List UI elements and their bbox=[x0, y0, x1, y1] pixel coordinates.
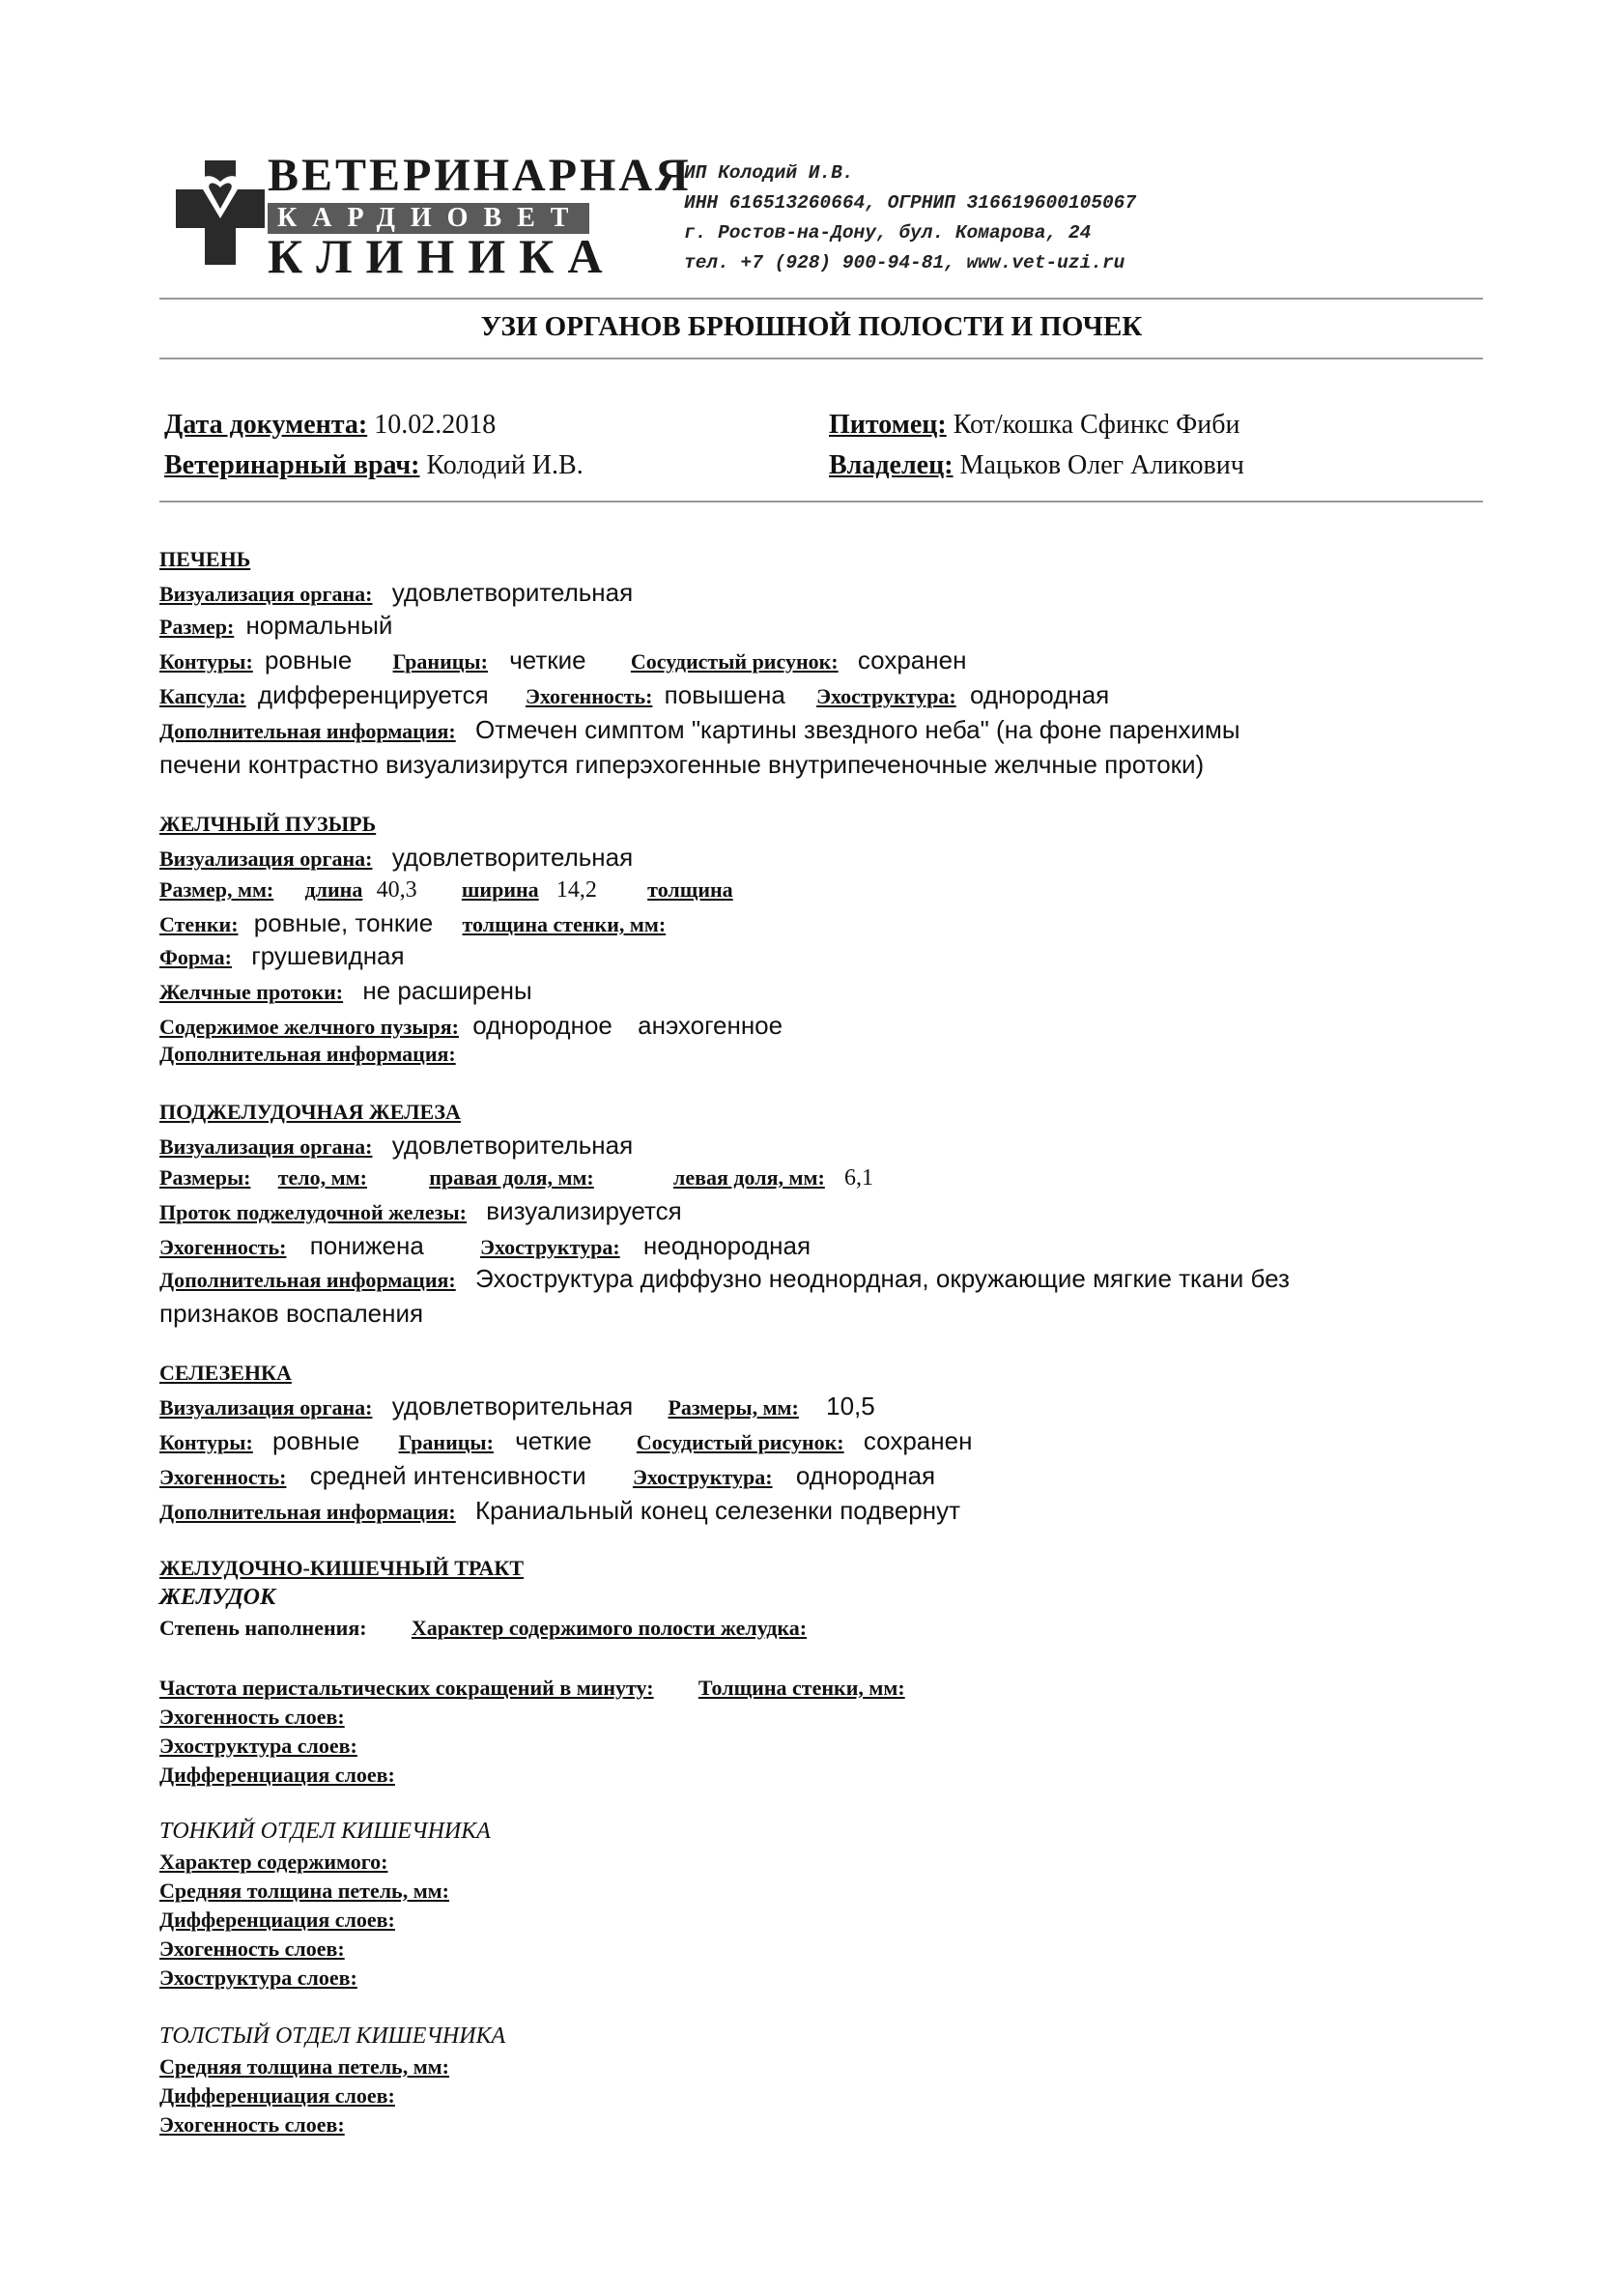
logo-word-top: ВЕТЕРИНАРНАЯ bbox=[268, 150, 692, 201]
field-label: толщина стенки, мм: bbox=[462, 912, 667, 936]
field-label: толщина bbox=[647, 877, 733, 902]
small-struct-row bbox=[159, 1962, 357, 1995]
field-value: анэхогенное bbox=[638, 1011, 783, 1040]
field-label: Размеры, мм: bbox=[668, 1395, 799, 1420]
liver-vis-row bbox=[159, 576, 633, 611]
field-label: Дополнительная информация: bbox=[159, 1042, 456, 1066]
pancreas-additional-row bbox=[159, 1262, 1290, 1297]
field-value: грушевидная bbox=[251, 941, 405, 970]
gb-shape-row bbox=[159, 939, 405, 974]
spleen-vis-row bbox=[159, 1390, 875, 1424]
divider bbox=[159, 501, 1483, 502]
section-heading-gi: ЖЕЛУДОЧНО-КИШЕЧНЫЙ ТРАКТ bbox=[159, 1556, 525, 1580]
owner-row bbox=[829, 450, 1244, 481]
clinic-logo bbox=[176, 150, 692, 283]
org-line: ИП Колодий И.В. bbox=[684, 162, 854, 184]
liver-capsule-row bbox=[159, 678, 1109, 713]
field-label: Размер: bbox=[159, 615, 235, 639]
field-value: понижена bbox=[309, 1231, 424, 1260]
field-value: визуализируется bbox=[486, 1196, 682, 1225]
field-label: Дифференциация слоев: bbox=[159, 2083, 395, 2108]
field-label: Эхоструктура: bbox=[816, 684, 956, 708]
org-line: тел. +7 (928) 900-94-81, www.vet-uzi.ru bbox=[684, 252, 1125, 273]
liver-heading-row bbox=[159, 543, 250, 576]
field-label: Визуализация органа: bbox=[159, 1395, 373, 1420]
field-label: Эхогенность: bbox=[159, 1465, 287, 1489]
field-value: четкие bbox=[515, 1426, 592, 1455]
small-echo-row bbox=[159, 1933, 345, 1966]
section-heading-spleen: СЕЛЕЗЕНКА bbox=[159, 1361, 292, 1385]
field-label: Степень наполнения: bbox=[159, 1616, 367, 1640]
stomach-fill-row bbox=[159, 1612, 807, 1645]
field-label: Эхоструктура слоев: bbox=[159, 1966, 357, 1990]
field-value: Краниальный конец селезенки подвернут bbox=[474, 1496, 961, 1525]
field-label: Средняя толщина петель, мм: bbox=[159, 2054, 449, 2079]
field-value: повышена bbox=[664, 680, 785, 709]
pet-row bbox=[829, 410, 1239, 441]
field-value: нормальный bbox=[245, 611, 393, 640]
small-loops-row bbox=[159, 1875, 449, 1908]
field-value: дифференцируется bbox=[257, 680, 489, 709]
field-label: Эхоструктура слоев: bbox=[159, 1734, 357, 1758]
subsection-heading-stomach: ЖЕЛУДОК bbox=[159, 1585, 276, 1610]
field-value: однородное bbox=[472, 1011, 612, 1040]
stomach-diff-row bbox=[159, 1759, 395, 1792]
doctor-label: Ветеринарный врач: bbox=[164, 450, 420, 480]
field-label: Контуры: bbox=[159, 1430, 253, 1454]
field-label: Визуализация органа: bbox=[159, 1134, 373, 1159]
pancreas-vis-row bbox=[159, 1129, 633, 1163]
spleen-echo-row bbox=[159, 1459, 935, 1494]
field-value: 6,1 bbox=[844, 1165, 874, 1191]
field-value: удовлетворительная bbox=[391, 1131, 634, 1160]
pancreas-heading-row bbox=[159, 1096, 461, 1129]
field-label: Дополнительная информация: bbox=[159, 1268, 456, 1292]
pet-label: Питомец: bbox=[829, 410, 947, 440]
field-label: Характер содержимого: bbox=[159, 1850, 388, 1874]
field-label: Частота перистальтических сокращений в минуту: bbox=[159, 1676, 654, 1700]
field-value: Эхоструктура диффузно неоднордная, окружающие мягкие ткани без bbox=[474, 1264, 1290, 1293]
section-heading-liver: ПЕЧЕНЬ bbox=[159, 547, 251, 571]
large-diff-row bbox=[159, 2080, 395, 2112]
gb-ducts-row bbox=[159, 974, 532, 1009]
field-label: Размеры: bbox=[159, 1165, 251, 1190]
field-label: Границы: bbox=[398, 1430, 494, 1454]
field-value: 14,2 bbox=[555, 877, 597, 903]
field-label: Дополнительная информация: bbox=[159, 719, 456, 743]
field-value: 40,3 bbox=[376, 877, 417, 903]
pancreas-echo-row bbox=[159, 1229, 811, 1264]
logo-word-middle: КАРДИОВЕТ bbox=[268, 203, 589, 234]
gb-size-row bbox=[159, 874, 733, 906]
subsection-heading-small-intestine: ТОНКИЙ ОТДЕЛ КИШЕЧНИКА bbox=[159, 1819, 491, 1844]
field-label: левая доля, мм: bbox=[673, 1165, 825, 1190]
stomach-peristalsis-row bbox=[159, 1672, 905, 1705]
gi-heading-row bbox=[159, 1552, 524, 1585]
large-intestine-heading-row bbox=[159, 2020, 505, 2052]
org-line: г. Ростов-на-Дону, бул. Комарова, 24 bbox=[684, 222, 1092, 244]
field-label: Размер, мм: bbox=[159, 877, 274, 902]
organization-info bbox=[684, 158, 1136, 278]
divider bbox=[159, 298, 1483, 300]
field-value: удовлетворительная bbox=[391, 578, 634, 607]
field-value: удовлетворительная bbox=[391, 1392, 634, 1421]
pet-value: Кот/кошка Сфинкс Фиби bbox=[953, 410, 1240, 440]
field-value: признаков воспаления bbox=[159, 1299, 424, 1328]
field-label: Сосудистый рисунок: bbox=[630, 649, 839, 674]
field-value: Отмечен симптом "картины звездного неба" (на фоне паренхимы bbox=[474, 715, 1240, 744]
document-title: УЗИ ОРГАНОВ БРЮШНОЙ ПОЛОСТИ И ПОЧЕК bbox=[480, 311, 1143, 342]
field-label: Желчные протоки: bbox=[159, 980, 344, 1004]
field-value: четкие bbox=[509, 646, 586, 674]
field-label: Эхогенность: bbox=[525, 684, 653, 708]
small-diff-row bbox=[159, 1904, 395, 1937]
doctor-row bbox=[164, 450, 584, 481]
field-value: однородная bbox=[795, 1461, 936, 1490]
field-value: сохранен bbox=[863, 1426, 973, 1455]
owner-value: Мацьков Олег Аликович bbox=[959, 450, 1244, 480]
field-value: не расширены bbox=[362, 976, 532, 1005]
field-label: Проток поджелудочной железы: bbox=[159, 1200, 468, 1224]
date-value: 10.02.2018 bbox=[374, 410, 497, 440]
field-label: длина bbox=[304, 877, 363, 902]
field-label: тело, мм: bbox=[277, 1165, 367, 1190]
large-echo-row bbox=[159, 2109, 345, 2141]
org-line: ИНН 616513260664, ОГРНИП 316619600105067 bbox=[684, 192, 1137, 214]
field-value: удовлетворительная bbox=[391, 843, 634, 872]
owner-label: Владелец: bbox=[829, 450, 954, 480]
field-label: правая доля, мм: bbox=[429, 1165, 594, 1190]
field-value: ровные bbox=[265, 646, 353, 674]
section-heading-pancreas: ПОДЖЕЛУДОЧНАЯ ЖЕЛЕЗА bbox=[159, 1100, 461, 1124]
field-label: Средняя толщина петель, мм: bbox=[159, 1879, 449, 1903]
spleen-additional-row bbox=[159, 1494, 960, 1529]
gb-vis-row bbox=[159, 841, 633, 875]
liver-contours-row bbox=[159, 644, 966, 678]
field-value: ровные bbox=[272, 1426, 360, 1455]
field-value: ровные, тонкие bbox=[253, 908, 434, 937]
small-intestine-heading-row bbox=[159, 1815, 491, 1848]
field-label: Дополнительная информация: bbox=[159, 1500, 456, 1524]
cross-heart-icon bbox=[176, 160, 265, 265]
liver-additional-row bbox=[159, 713, 1240, 748]
field-label: Характер содержимого полости желудка: bbox=[411, 1616, 808, 1640]
doctor-value: Колодий И.В. bbox=[426, 450, 584, 480]
liver-size-row bbox=[159, 609, 392, 644]
field-value: однородная bbox=[969, 680, 1110, 709]
stomach-heading-row bbox=[159, 1581, 275, 1614]
field-value: печени контрастно визуализирутся гиперэхогенные внутрипеченочные желчные протоки) bbox=[159, 750, 1205, 779]
field-value: 10,5 bbox=[826, 1392, 875, 1421]
gallbladder-heading-row bbox=[159, 808, 376, 841]
gb-walls-row bbox=[159, 906, 666, 941]
section-heading-gallbladder: ЖЕЛЧНЫЙ ПУЗЫРЬ bbox=[159, 812, 377, 836]
logo-word-bottom: КЛИНИКА bbox=[268, 229, 616, 283]
spleen-heading-row bbox=[159, 1357, 292, 1390]
field-label: Стенки: bbox=[159, 912, 239, 936]
field-label: Содержимое желчного пузыря: bbox=[159, 1015, 459, 1039]
field-value: средней интенсивности bbox=[309, 1461, 586, 1490]
large-loops-row bbox=[159, 2051, 449, 2083]
field-label: Капсула: bbox=[159, 684, 246, 708]
field-label: Границы: bbox=[392, 649, 488, 674]
field-label: Эхогенность слоев: bbox=[159, 1705, 345, 1729]
field-label: Толщина стенки, мм: bbox=[698, 1676, 905, 1700]
field-label: Визуализация органа: bbox=[159, 582, 373, 606]
pancreas-sizes-row bbox=[159, 1162, 873, 1194]
field-label: Визуализация органа: bbox=[159, 847, 373, 871]
small-content-row bbox=[159, 1846, 387, 1879]
stomach-struct-row bbox=[159, 1730, 357, 1763]
field-label: Эхоструктура: bbox=[480, 1235, 620, 1259]
gb-additional-row bbox=[159, 1038, 456, 1071]
field-value: сохранен bbox=[857, 646, 967, 674]
subsection-heading-large-intestine: ТОЛСТЫЙ ОТДЕЛ КИШЕЧНИКА bbox=[159, 2023, 506, 2049]
field-label: Дифференциация слоев: bbox=[159, 1763, 395, 1787]
field-label: Эхогенность слоев: bbox=[159, 2112, 345, 2137]
spleen-contours-row bbox=[159, 1424, 972, 1459]
field-label: Форма: bbox=[159, 945, 232, 969]
field-label: Эхогенность: bbox=[159, 1235, 287, 1259]
field-label: Контуры: bbox=[159, 649, 253, 674]
pancreas-duct-row bbox=[159, 1194, 682, 1229]
date-label: Дата документа: bbox=[164, 410, 368, 440]
divider bbox=[159, 358, 1483, 359]
field-label: Дифференциация слоев: bbox=[159, 1908, 395, 1932]
pancreas-additional-row-2 bbox=[159, 1297, 423, 1332]
field-label: ширина bbox=[461, 877, 539, 902]
liver-additional-row-2 bbox=[159, 748, 1204, 783]
date-row bbox=[164, 410, 496, 441]
field-label: Эхогенность слоев: bbox=[159, 1937, 345, 1961]
field-value: неоднородная bbox=[642, 1231, 812, 1260]
field-label: Сосудистый рисунок: bbox=[636, 1430, 844, 1454]
stomach-echo-row bbox=[159, 1701, 345, 1734]
field-label: Эхоструктура: bbox=[632, 1465, 773, 1489]
